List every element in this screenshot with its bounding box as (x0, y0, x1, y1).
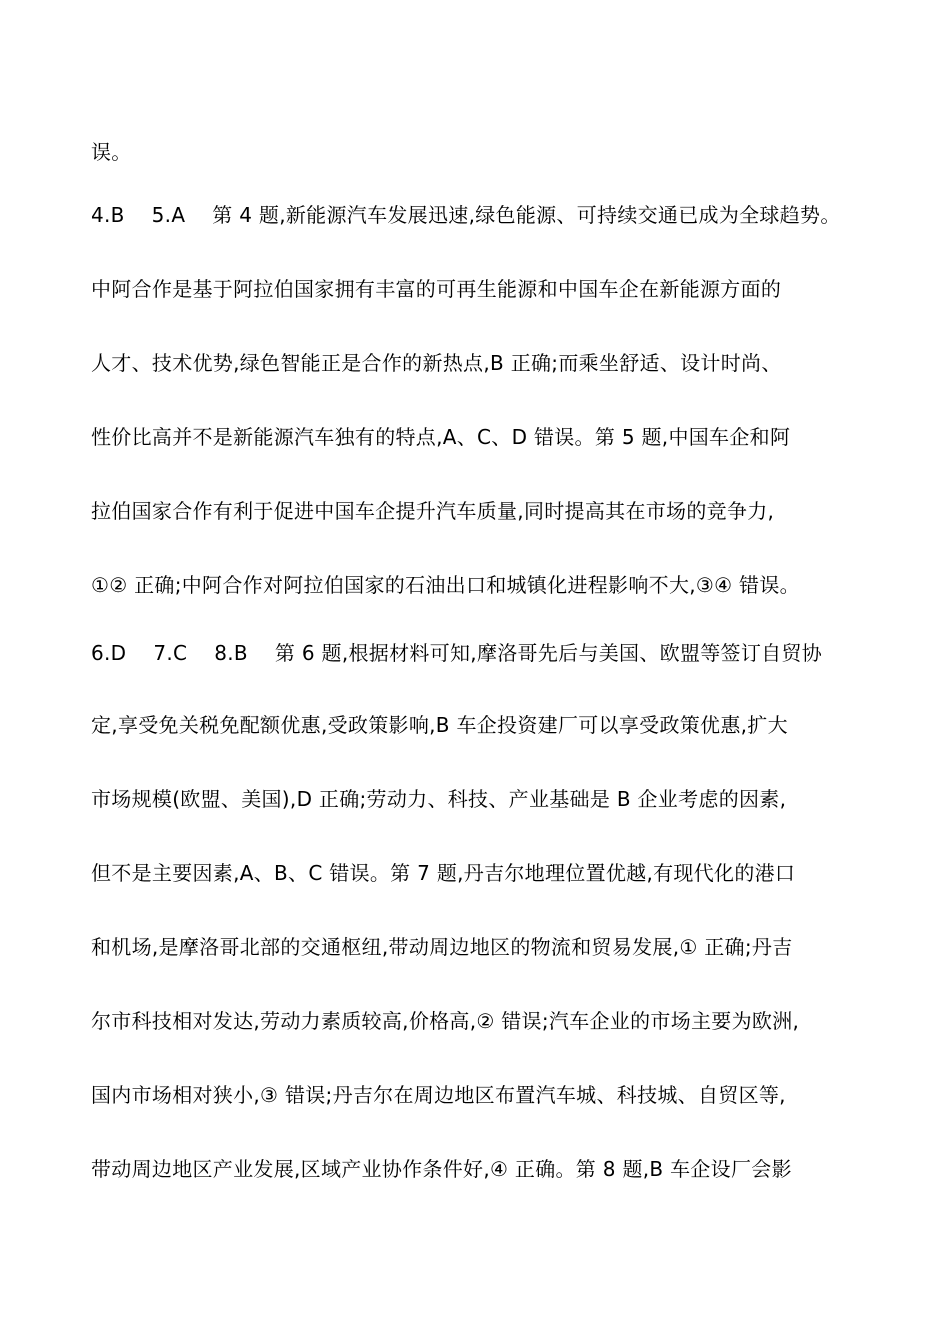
text-line-1: 误。 (91, 140, 132, 164)
text-line-6: 拉伯国家合作有利于促进中国车企提升汽车质量,同时提高其在市场的竞争力, (91, 499, 775, 523)
text-line-9: 定,享受免关税免配额优惠,受政策影响,B 车企投资建厂可以享受政策优惠,扩大 (91, 713, 788, 737)
text-line-13: 尔市科技相对发达,劳动力素质较高,价格高,② 错误;汽车企业的市场主要为欧洲, (91, 1009, 800, 1033)
text-line-11: 但不是主要因素,A、B、C 错误。第 7 题,丹吉尔地理位置优越,有现代化的港口 (91, 861, 796, 885)
text-line-4: 人才、技术优势,绿色智能正是合作的新热点,B 正确;而乘坐舒适、设计时尚、 (91, 351, 782, 375)
text-line-15: 带动周边地区产业发展,区域产业协作条件好,④ 正确。第 8 题,B 车企设厂会影 (91, 1157, 792, 1181)
text-line-3: 中阿合作是基于阿拉伯国家拥有丰富的可再生能源和中国车企在新能源方面的 (91, 277, 782, 301)
text-line-12: 和机场,是摩洛哥北部的交通枢纽,带动周边地区的物流和贸易发展,① 正确;丹吉 (91, 935, 793, 959)
text-line-2: 4.B 5.A 第 4 题,新能源汽车发展迅速,绿色能源、可持续交通已成为全球趋势。 (91, 203, 841, 227)
text-line-5: 性价比高并不是新能源汽车独有的特点,A、C、D 错误。第 5 题,中国车企和阿 (91, 425, 791, 449)
text-line-14: 国内市场相对狭小,③ 错误;丹吉尔在周边地区布置汽车城、科技城、自贸区等, (91, 1083, 786, 1107)
text-line-10: 市场规模(欧盟、美国),D 正确;劳动力、科技、产业基础是 B 企业考虑的因素, (91, 787, 787, 811)
text-line-8: 6.D 7.C 8.B 第 6 题,根据材料可知,摩洛哥先后与美国、欧盟等签订自贸协 (91, 641, 823, 665)
text-line-7: ①② 正确;中阿合作对阿拉伯国家的石油出口和城镇化进程影响不大,③④ 错误。 (91, 573, 800, 597)
